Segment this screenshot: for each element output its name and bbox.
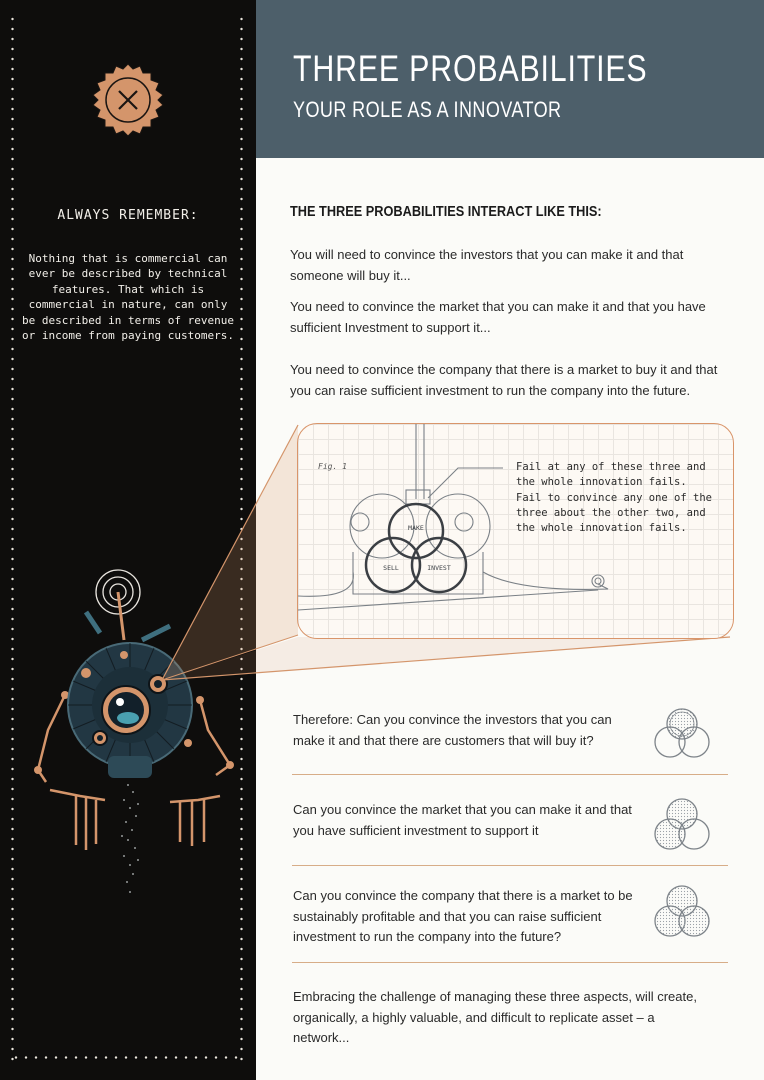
figure-panel — [297, 423, 734, 639]
closing-text: Embracing the challenge of managing these three aspects, will create, organically, a highly valuable, and difficult to replicate asset – a network... — [293, 989, 697, 1045]
sidebar-heading: ALWAYS REMEMBER: — [57, 208, 199, 223]
venn-sell-label: SELL — [383, 564, 399, 572]
page-title: THREE PROBABILITIES — [293, 48, 648, 89]
figure-note: Fail at any of these three and the whole innovation fails. Fail to convince any one of the three about the other two, and the whole innovation fails. — [516, 461, 712, 535]
robot-illustration — [20, 560, 250, 920]
page-subtitle: YOUR ROLE AS A INNOVATOR — [293, 97, 562, 122]
venn-invest-label: INVEST — [427, 564, 451, 572]
venn-make-highlight-icon — [650, 702, 714, 764]
sidebar — [0, 0, 256, 1080]
section-heading: THE THREE PROBABILITIES INTERACT LIKE THIS: — [290, 203, 602, 220]
question-text: Therefore: Can you convince the investors that you can make it and that there are customers that will buy it? — [293, 712, 612, 748]
question-text: Can you convince the market that you can make it and that you have sufficient investment to support it — [293, 802, 632, 838]
divider — [292, 774, 728, 775]
figure-label: Fig. 1 — [318, 462, 347, 471]
header-banner — [256, 0, 764, 158]
divider — [292, 865, 728, 866]
venn-sell-highlight-icon — [650, 794, 714, 856]
paragraph-investors: You will need to convince the investors that you can make it and that someone will buy it... — [290, 247, 684, 283]
paragraph-company: You need to convince the company that there is a market to buy it and that you can raise sufficient investment to run the company into the future. — [290, 362, 718, 398]
venn-make-label: MAKE — [408, 524, 424, 532]
dotted-border-bottom — [11, 1056, 243, 1059]
dotted-border-left — [11, 14, 14, 1064]
close-x-icon — [90, 62, 166, 138]
sidebar-text: Nothing that is commercial can ever be described by technical features. That which is commercial in nature, can only be described in terms of revenue or income from paying customers. — [22, 252, 234, 343]
venn-invest-highlight-icon — [650, 881, 714, 943]
divider — [292, 962, 728, 963]
paragraph-market: You need to convince the market that you can make it and that you have sufficient Investment to support it... — [290, 299, 706, 335]
question-text: Can you convince the company that there is a market to be sustainably profitable and that you can raise sufficient investment to run the company into the future? — [293, 888, 633, 944]
